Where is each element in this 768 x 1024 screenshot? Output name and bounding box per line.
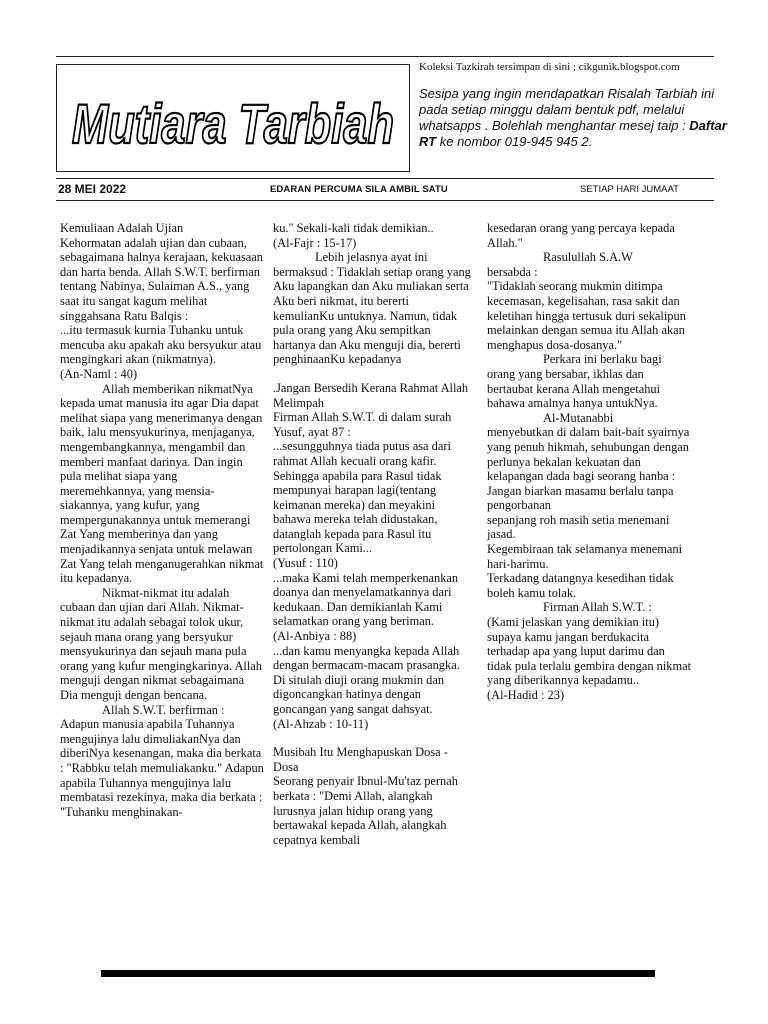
citation: (Al-Hadid : 23) xyxy=(487,688,565,702)
paragraph: menyebutkan di dalam bait-bait syairnya yang penuh hikmah, sehubungan dengan perlunya bekalan kekuatan dan kelapangan dada bagi seorang hanba : xyxy=(487,425,690,484)
verse-line: Kegembiraan tak selamanya menemani hari-harimu. xyxy=(487,542,683,571)
paragraph: Perkara ini berlaku bagi orang yang bersabar, ikhlas dan bertaubat kerana Allah mengetahui bahawa amalnya hanya untukNya. xyxy=(487,352,662,411)
section-heading: Kemuliaan Adalah Ujian xyxy=(60,221,184,235)
masthead-logo-box xyxy=(56,64,410,172)
collection-note: Koleksi Tazkirah tersimpan di sini ; cikgunik.blogspot.com xyxy=(419,61,680,73)
paragraph: Seorang penyair Ibnul-Mu'taz pernah berkata : "Demi Allah, alangkah lurusnya jalan hidup orang yang bertawakal kepada Allah, alangkah cepatnya kembali xyxy=(273,774,458,847)
citation: (An-Naml : 40) xyxy=(60,366,138,381)
quote: ku." Sekali-kali tidak demikian.. xyxy=(273,221,434,235)
issue-date: 28 MEI 2022 xyxy=(58,182,127,196)
promo-suffix: ke nombor 019-945 945 2. xyxy=(436,134,593,149)
paragraph: Lebih jelasnya ayat ini bermaksud : Tidaklah setiap orang yang Aku lapangkan dan Aku muliakan serta Aku beri nikmat, itu bererti kemulianKu untuknya. Namun, tidak pula orang yang Aku sempitkan hartanya dan Aku menguji dia, bererti penghinaanKu kepadanya xyxy=(273,250,471,367)
quote: ...sesungguhnya tiada putus asa dari rahmat Allah kecuali orang kafir. xyxy=(273,439,451,468)
paragraph: Allah S.W.T. berfirman : xyxy=(102,702,225,717)
masthead-logo xyxy=(57,65,409,171)
paragraph: kesedaran orang yang percaya kepada Allah." xyxy=(487,221,675,250)
article-column-1 xyxy=(60,221,265,819)
article-column-2 xyxy=(273,221,473,847)
section-heading: Musibah Itu Menghapuskan Dosa -Dosa xyxy=(273,745,448,774)
quote: (Kami jelaskan yang demikian itu) supaya kamu jangan berdukacita terhadap apa yang luput darimu dan tidak pula terlalu gembira dengan nikmat yang diberikannya kepadamu.. xyxy=(487,615,692,688)
paragraph: Al-Mutanabbi xyxy=(543,410,614,425)
verse-line: Jangan biarkan masamu berlalu tanpa pengorbanan xyxy=(487,483,674,513)
quote: Sehingga apabila para Rasul tidak mempunyai harapan lagi(tentang keimanan mereka) dan meyakini bahawa mereka telah didustakan, datanglah kepada para Rasul itu pertolongan Kami... xyxy=(273,468,442,556)
section-heading: .Jangan Bersedih Kerana Rahmat Allah Melimpah xyxy=(273,380,469,410)
publication-schedule: SETIAP HARI JUMAAT xyxy=(580,184,679,195)
paragraph: bersabda : xyxy=(487,264,538,279)
paragraph: Allah memberikan nikmatNya kepada umat manusia itu agar Dia dapat melihat siapa yang menerimanya dengan baik, lalu mensyukurinya, menjaganya, mengembangkannya, mengambil dan memberi manfaat darinya. Dan ingin pula melihat siapa yang meremehkannya, yang mensia-siakannya, yang kufur, yang mempergunakannya untuk memerangi Zat Yang memberinya dan yang menjadikannya senjata untuk melawan Zat Yang telah menganugerahkan nikmat itu kepadanya. xyxy=(60,381,264,586)
top-rule xyxy=(56,56,714,57)
article-column-3 xyxy=(487,221,692,703)
paragraph: Firman Allah S.W.T. di dalam surah Yusuf, ayat 87 : xyxy=(273,410,452,439)
bottom-rule xyxy=(101,970,655,977)
citation: (Al-Fajr : 15-17) xyxy=(273,235,357,250)
citation: (Yusuf : 110) xyxy=(273,556,338,571)
distribution-note: EDARAN PERCUMA SILA AMBIL SATU xyxy=(270,184,448,195)
info-bar-bottom-rule xyxy=(56,200,714,201)
promo-keyword: Daftar RT xyxy=(419,118,727,149)
quote: Adapun manusia apabila Tuhannya mengujinya lalu dimuliakanNya dan diberiNya kesenangan, maka dia berkata : "Rabbku telah memuliakanku." Adapun apabila Tuhannya mengujinya lalu membatasi rezekinya, maka dia berkata : "Tuhanku menghinakan- xyxy=(60,717,264,819)
verse-line: Terkadang datangnya kesedihan tidak boleh kamu tolak. xyxy=(487,571,674,600)
paragraph: Nikmat-nikmat itu adalah cubaan dan ujian dari Allah. Nikmat-nikmat itu adalah sebagai tolok ukur, sejauh mana orang yang bersyukur mensyukurinya dan sejauh mana pula orang yang kufur mengingkarinya. Allah menguji dengan nikmat sebagaimana Dia menguji dengan bencana. xyxy=(60,585,262,702)
quote: ...itu termasuk kurnia Tuhanku untuk mencuba aku apakah aku bersyukur atau mengingkari akan (nikmatnya). xyxy=(60,323,262,367)
paragraph: Kehormatan adalah ujian dan cubaan, sebagaimana halnya kerajaan, kekuasaan dan harta benda. Allah S.W.T. berfirman tentang Nabinya, Sulaiman A.S., yang saat itu sangat kagum melihat singgahsana Ratu Balqis : xyxy=(60,235,263,323)
masthead-title: Mutiara Tarbiah xyxy=(72,92,394,155)
info-bar-top-rule xyxy=(56,178,714,179)
subscription-promo xyxy=(419,86,729,150)
paragraph: Rasulullah S.A.W xyxy=(543,250,633,265)
citation: (Al-Ahzab : 10-11) xyxy=(273,716,369,731)
quote: "Tidaklah seorang mukmin ditimpa kecemasan, kegelisahan, rasa sakit dan keletihan hingga tertusuk duri sekalipun melainkan dengan semua itu Allah akan menghapus dosa-dosanya." xyxy=(487,279,686,352)
promo-text: Sesipa yang ingin mendapatkan Risalah Tarbiah ini pada setiap minggu dalam bentuk pdf, melalui whatsapps . Bolehlah menghantar mesej taip : xyxy=(419,86,715,133)
verse-line: sepanjang roh masih setia menemani jasad. xyxy=(487,512,670,542)
citation: (Al-Anbiya : 88) xyxy=(273,629,357,644)
quote: ...maka Kami telah memperkenankan doanya dan menyelamatkannya dari kedukaan. Dan demikianlah Kami selamatkan orang yang beriman. xyxy=(273,570,459,629)
quote: ...dan kamu menyangka kepada Allah dengan bermacam-macam prasangka. Di situlah diuji orang mukmin dan digoncangkan hatinya dengan goncangan yang sangat dahsyat. xyxy=(273,643,460,716)
paragraph: Firman Allah S.W.T. : xyxy=(543,600,652,615)
